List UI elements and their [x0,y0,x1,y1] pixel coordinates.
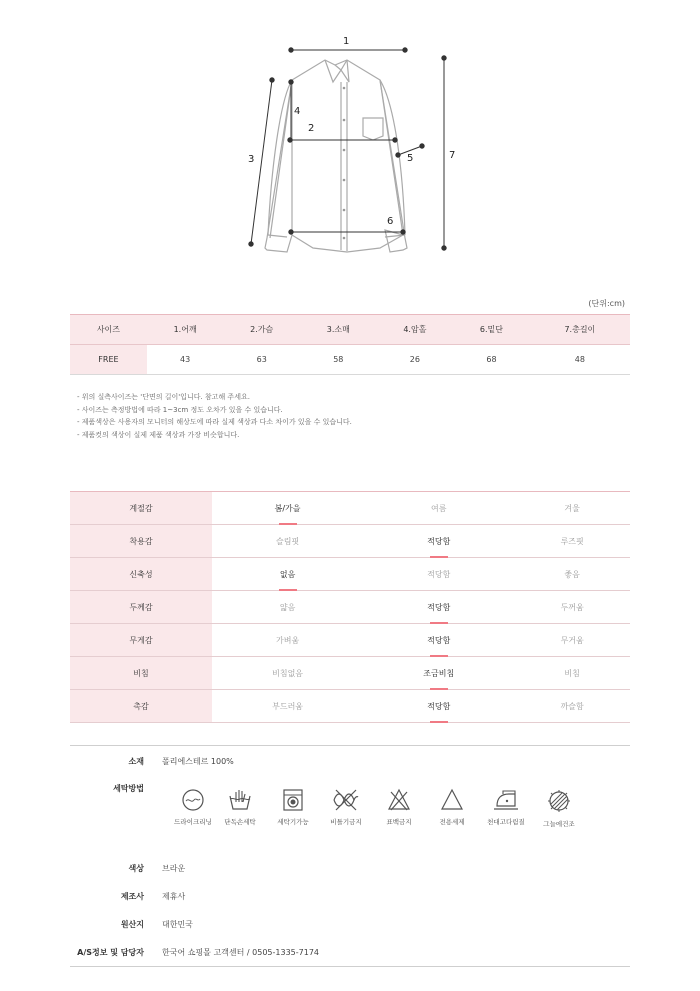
material-value: 폴리에스테르 100% [162,757,234,766]
feel-option [363,492,514,525]
note-line: - 사이즈는 측정방법에 따라 1~3cm 정도 오차가 있을 수 있습니다. [77,405,283,414]
feel-row-label: 두께감 [70,591,212,624]
unit-label: (단위:cm) [588,299,625,308]
shirt-measurement-diagram [235,30,465,260]
feel-option [363,525,514,558]
note-line: - 제품색상은 사용자의 모니터의 해상도에 따라 실제 색상과 다소 차이가 있을 수 있습니다. [77,418,352,426]
feel-option [212,624,363,657]
size-cell: 43 [147,345,224,375]
feel-option-text: 두꺼움 [560,602,584,612]
feel-option-text: 여름 [431,503,447,513]
feel-row [70,591,630,624]
feel-option [363,657,514,690]
feel-row-label: 무게감 [70,624,212,657]
feel-option-text: 슬림핏 [275,536,300,546]
feel-option [514,492,630,525]
table-row [70,345,630,375]
size-header: 사이즈 [70,315,147,345]
feel-option [514,525,630,558]
wash-label-text: 그늘에건조 [543,820,575,828]
shirt-illustration [235,30,465,260]
no-bleach-icon [387,788,411,812]
low-iron-icon [493,788,519,812]
feel-option-text: 적당함 [427,569,451,579]
color-label: 색상 [128,864,144,873]
wash-item [318,788,374,826]
maker-value: 제휴사 [162,892,186,901]
size-cell: 63 [223,345,300,375]
size-header: 4.암홀 [377,315,454,345]
feel-option [514,690,630,723]
feel-option-text: 까슬함 [560,701,584,711]
size-cell: FREE [70,345,147,375]
neutral-detergent-icon [440,788,464,812]
dim-label-5: 5 [407,153,414,164]
maker-label: 제조사 [120,892,144,901]
feel-option [212,492,363,525]
dim-label-3: 3 [248,154,255,165]
size-cell: 68 [453,345,530,375]
size-cell: 58 [300,345,377,375]
hand-wash-icon [228,788,252,812]
feel-option-text: 봄/가을 [274,503,301,513]
no-wring-icon [332,788,360,812]
shade-dry-icon [546,788,572,814]
feel-option-text: 겨울 [564,503,580,513]
feel-option [363,558,514,591]
info-top-divider [70,745,630,746]
feel-option-text: 적당함 [427,536,451,546]
feel-option-text: 비침 [564,668,580,678]
selected-indicator [430,721,448,723]
feel-option [514,591,630,624]
feel-row-label: 계절감 [70,492,212,525]
dim-label-2: 2 [308,123,315,134]
feel-option-text: 비침없음 [272,668,304,678]
fabric-feel-table [70,491,630,723]
feel-row [70,657,630,690]
dim-label-1: 1 [343,36,350,47]
feel-option-text: 무거움 [560,635,584,645]
dim-label-6: 6 [387,216,394,227]
size-table [70,314,630,375]
size-header: 3.소매 [300,315,377,345]
color-value: 브라운 [162,864,186,873]
feel-row-label: 비침 [70,657,212,690]
feel-option-text: 얇음 [279,602,296,612]
feel-option-text: 가벼움 [275,635,300,645]
feel-option [212,558,363,591]
feel-option-text: 루즈핏 [560,536,584,546]
feel-option [363,690,514,723]
wash-item [212,788,268,826]
size-table-header-row [70,315,630,345]
note-line: - 제품컷의 색상이 실제 제품 색상과 가장 비슷합니다. [77,430,240,439]
washing-machine-icon [281,788,305,812]
feel-option [363,591,514,624]
wash-label-text: 전용세제 [439,818,465,826]
wash-item [265,788,321,826]
dim-label-7: 7 [449,150,456,161]
feel-row [70,525,630,558]
wash-label: 세탁방법 [113,784,144,793]
origin-value: 대한민국 [162,920,193,929]
feel-row-label: 신축성 [70,558,212,591]
feel-option-text: 적당함 [427,701,451,711]
feel-row [70,624,630,657]
wash-label-text: 세탁기가능 [277,818,309,826]
as-value: 한국어 쇼핑몰 고객센터 / 0505-1335-7174 [162,948,319,957]
feel-option [514,624,630,657]
wash-label-text: 비틀기금지 [330,818,362,826]
wash-label-text: 드라이크리닝 [174,818,212,826]
feel-option [363,624,514,657]
feel-option [514,558,630,591]
feel-option [212,525,363,558]
dim-label-4: 4 [294,106,301,117]
size-header: 2.가슴 [223,315,300,345]
feel-row [70,558,630,591]
size-header: 7.총길이 [530,315,630,345]
material-label: 소재 [128,757,144,766]
wash-label-text: 표백금지 [386,818,412,826]
wash-label-text: 단독손세탁 [224,818,256,826]
feel-option-text: 적당함 [427,602,451,612]
feel-option-text: 적당함 [427,635,451,645]
feel-row-label: 촉감 [70,690,212,723]
feel-option-text: 좋음 [564,569,580,579]
origin-label: 원산지 [120,920,144,929]
feel-option-text: 조금비침 [423,668,455,678]
feel-option [514,657,630,690]
wash-item [478,788,534,826]
wash-item [531,788,587,828]
feel-option-text: 없음 [279,569,296,579]
size-cell: 48 [530,345,630,375]
feel-option [212,657,363,690]
feel-option [212,591,363,624]
feel-row-label: 착용감 [70,525,212,558]
size-header: 1.어깨 [147,315,224,345]
size-cell: 26 [377,345,454,375]
wash-item [371,788,427,826]
feel-row [70,690,630,723]
wash-item [424,788,480,826]
size-notes [77,391,352,441]
as-label: A/S정보 및 담당자 [77,948,144,957]
wash-label-text: 천대고다림질 [487,818,525,826]
note-line: - 위의 실측사이즈는 '단면의 길이'입니다. 참고해 주세요. [77,393,250,401]
dry-clean-icon [181,788,205,812]
feel-option-text: 부드러움 [272,701,304,711]
size-header: 6.밑단 [453,315,530,345]
info-bottom-divider [70,966,630,967]
feel-option [212,690,363,723]
feel-row [70,492,630,525]
